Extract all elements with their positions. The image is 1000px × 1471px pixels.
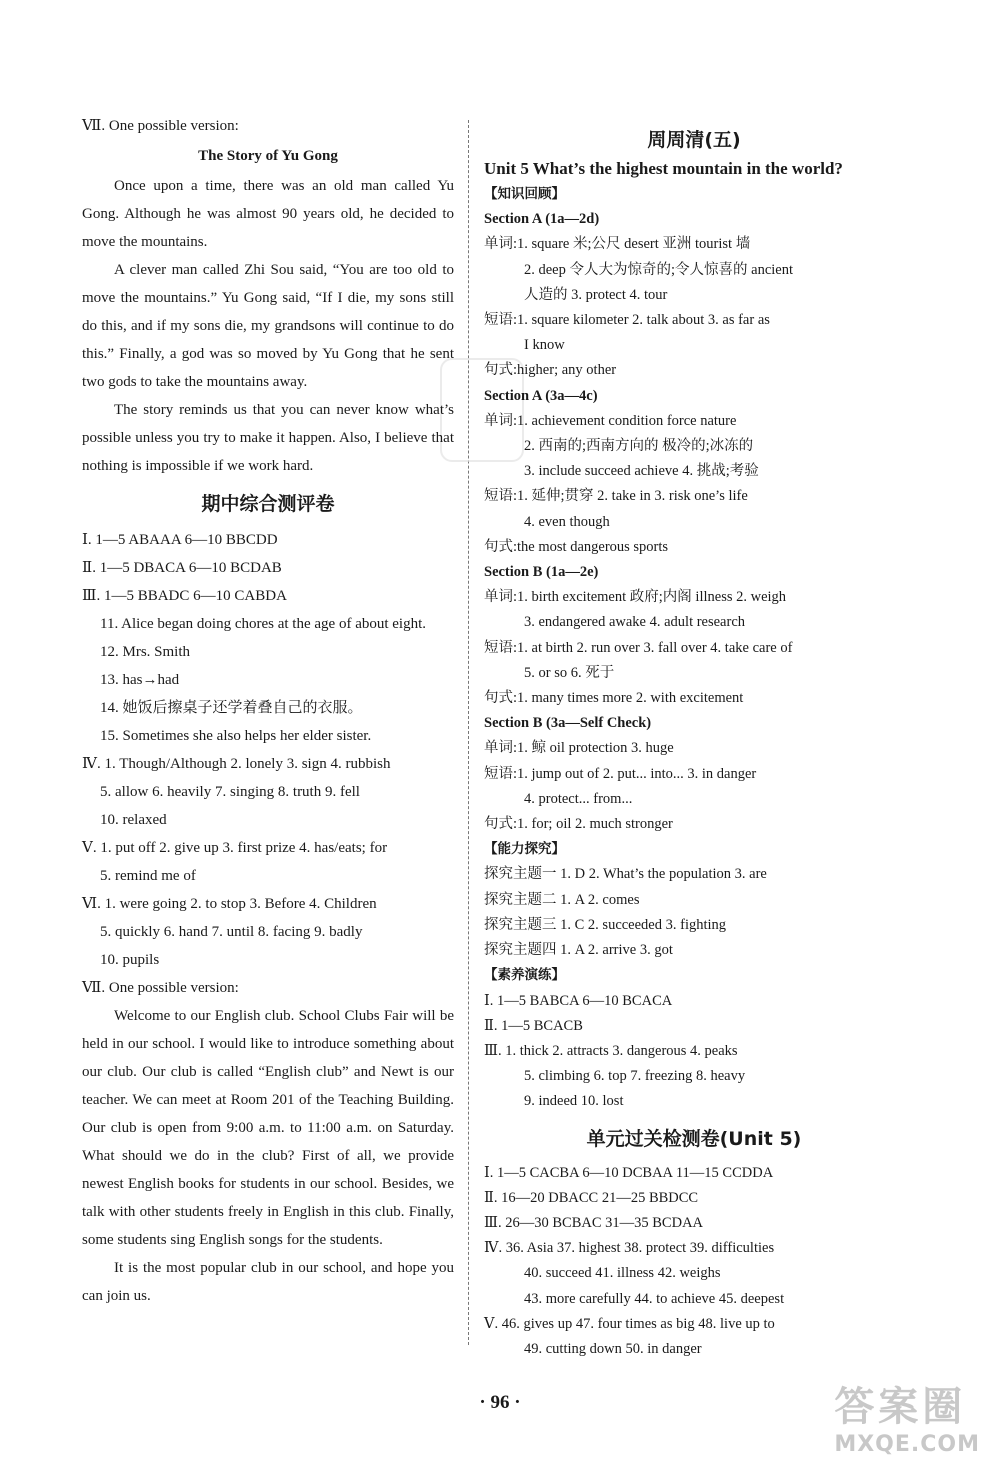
answer-line: 5. allow 6. heavily 7. singing 8. truth 9. fell — [100, 784, 360, 800]
weekly-title: 周周清(五) — [647, 129, 741, 151]
answer-line: Ⅳ. 36. Asia 37. highest 38. protect 39. difficulties — [484, 1240, 775, 1257]
watermark-logo — [834, 1375, 980, 1457]
answer-line: 49. cutting down 50. in danger — [524, 1340, 702, 1357]
answer-line: 4. even though — [524, 513, 610, 530]
column-divider — [468, 120, 469, 1345]
answer-line: 句式:1. many times more 2. with excitement — [484, 690, 744, 707]
section-vii-heading: Ⅶ. One possible version: — [82, 118, 239, 134]
answer-line: 5. or so 6. 死于 — [524, 664, 615, 681]
subsection-tag: 【知识回顾】 — [484, 186, 565, 202]
unit-title: Unit 5 What’s the highest mountain in the world? — [484, 159, 843, 178]
left-column — [82, 112, 454, 1310]
answer-line: 单词:1. birth excitement 政府;内阁 illness 2. weigh — [484, 589, 787, 606]
section-heading: Section B (1a—2e) — [484, 564, 599, 581]
story-paragraph: The story reminds us that you can never know what’s possible unless you try to make it happen. Also, I believe that nothing is impossible if we work hard. — [82, 402, 454, 474]
answer-line: Ⅳ. 1. Though/Although 2. lonely 3. sign 4. rubbish — [82, 756, 391, 772]
answer-line: Ⅰ. 1—5 ABAAA 6—10 BBCDD — [82, 532, 278, 548]
answer-line: 探究主题四 1. A 2. arrive 3. got — [484, 942, 673, 959]
answer-line: 3. endangered awake 4. adult research — [524, 614, 746, 631]
answer-line: Ⅴ. 1. put off 2. give up 3. first prize 4. has/eats; for — [82, 840, 388, 856]
answer-line: Ⅱ. 16—20 DBACC 21—25 BBDCC — [484, 1189, 699, 1206]
answer-line: I know — [524, 337, 565, 354]
answer-line: 3. include succeed achieve 4. 挑战;考验 — [524, 463, 759, 480]
answer-line: 2. deep 令人大为惊奇的;令人惊喜的 ancient — [524, 261, 794, 278]
answer-line: 单词:1. 鲸 oil protection 3. huge — [484, 740, 674, 757]
answer-line: Ⅰ. 1—5 CACBA 6—10 DCBAA 11—15 CCDDA — [484, 1164, 774, 1181]
answer-line: Ⅶ. One possible version: — [82, 980, 239, 996]
answer-line: 单词:1. achievement condition force nature — [484, 412, 737, 429]
club-paragraph: It is the most popular club in our school, and hope you can join us. — [82, 1260, 454, 1304]
page-number: · 96 · — [479, 1392, 521, 1413]
subsection-tag: 【能力探究】 — [484, 841, 565, 858]
answer-line: 11. Alice began doing chores at the age of about eight. — [100, 616, 427, 632]
answer-line: Ⅱ. 1—5 DBACA 6—10 BCDAB — [82, 560, 282, 576]
story-text — [82, 172, 454, 480]
answer-line: 短语:1. square kilometer 2. talk about 3. as far as — [484, 312, 770, 329]
answer-line: 10. relaxed — [100, 812, 167, 828]
answer-line: 5. quickly 6. hand 7. until 8. facing 9. badly — [100, 924, 363, 940]
answer-line: Ⅲ. 1. thick 2. attracts 3. dangerous 4. peaks — [484, 1042, 738, 1059]
answer-line: 40. succeed 41. illness 42. weighs — [524, 1265, 721, 1282]
answer-line: Ⅴ. 46. gives up 47. four times as big 48. live up to — [484, 1315, 775, 1332]
answer-line: 10. pupils — [100, 952, 160, 968]
answer-line: Ⅰ. 1—5 BABCA 6—10 BCACA — [484, 992, 673, 1009]
answer-line: 2. 西南的;西南方向的 极冷的;冰冻的 — [524, 438, 754, 455]
answer-line: 15. Sometimes she also helps her elder sister. — [100, 728, 372, 744]
section-heading: Section B (3a—Self Check) — [484, 715, 652, 732]
right-column — [484, 126, 904, 1362]
answer-line: Ⅲ. 26—30 BCBAC 31—35 BCDAA — [484, 1214, 704, 1231]
answer-line: 探究主题一 1. D 2. What’s the population 3. are — [484, 866, 767, 883]
answer-line: 14. 她饭后擦桌子还学着叠自己的衣服。 — [100, 700, 363, 716]
subsection-tag: 【素养演练】 — [484, 967, 565, 984]
answer-line: 句式:the most dangerous sports — [484, 538, 669, 555]
club-essay — [82, 1002, 454, 1310]
answer-line: 4. protect... from... — [524, 790, 633, 807]
answer-line: 短语:1. jump out of 2. put... into... 3. in danger — [484, 765, 757, 782]
story-paragraph: A clever man called Zhi Sou said, “You are too old to move the mountains.” Yu Gong said, “If I die, my sons still do this, and if my sons die, my grandsons will continue to do this.” Finally, a god was so moved by Yu Gong that he sent two gods to take the mountains away. — [82, 262, 454, 390]
story-title: The Story of Yu Gong — [198, 148, 338, 164]
answer-line: Ⅱ. 1—5 BCACB — [484, 1017, 583, 1034]
story-paragraph: Once upon a time, there was an old man called Yu Gong. Although he was almost 90 years old, he decided to move the mountains. — [82, 178, 454, 250]
watermark-url: MXQE.COM — [834, 1432, 980, 1457]
midterm-title: 期中综合测评卷 — [201, 493, 335, 515]
club-paragraph: Welcome to our English club. School Clubs Fair will be held in our school. I would like to introduce something about our club. Our club is called “English club” and Newt is our teacher. We can meet at Room 201 of the Teaching Building. Our club is open from 9:00 a.m. to 11:00 a.m. on Saturday. What should we do in the club? First of all, we provide newest English books for students in our school. Besides, we talk with other students freely in English in this club. Finally, some students sing English songs for the students. — [82, 1008, 454, 1248]
answer-line: 5. remind me of — [100, 868, 196, 884]
answer-line: 43. more carefully 44. to achieve 45. deepest — [524, 1290, 785, 1307]
answer-line: 单词:1. square 米;公尺 desert 亚洲 tourist 墙 — [484, 236, 751, 253]
answer-line: Ⅲ. 1—5 BBADC 6—10 CABDA — [82, 588, 287, 604]
answer-line: 探究主题三 1. C 2. succeeded 3. fighting — [484, 916, 727, 933]
section-heading: Section A (3a—4c) — [484, 387, 598, 404]
answer-line: 9. indeed 10. lost — [524, 1093, 624, 1110]
answer-line: 短语:1. 延伸;贯穿 2. take in 3. risk one’s life — [484, 488, 748, 505]
answer-line: Ⅵ. 1. were going 2. to stop 3. Before 4. Children — [82, 896, 377, 912]
watermark-text: 答案圈 — [834, 1384, 967, 1430]
answer-line: 13. has→had — [100, 672, 180, 688]
answer-line: 短语:1. at birth 2. run over 3. fall over 4. take care of — [484, 639, 793, 656]
answer-line: 人造的 3. protect 4. tour — [524, 286, 668, 303]
section-heading: Section A (1a—2d) — [484, 211, 600, 228]
answer-line: 12. Mrs. Smith — [100, 644, 191, 660]
answer-line: 探究主题二 1. A 2. comes — [484, 891, 640, 908]
answer-line: 5. climbing 6. top 7. freezing 8. heavy — [524, 1068, 746, 1085]
answer-line: 句式:higher; any other — [484, 362, 617, 379]
unit-test-title: 单元过关检测卷(Unit 5) — [586, 1127, 802, 1150]
answer-line: 句式:1. for; oil 2. much stronger — [484, 816, 673, 833]
